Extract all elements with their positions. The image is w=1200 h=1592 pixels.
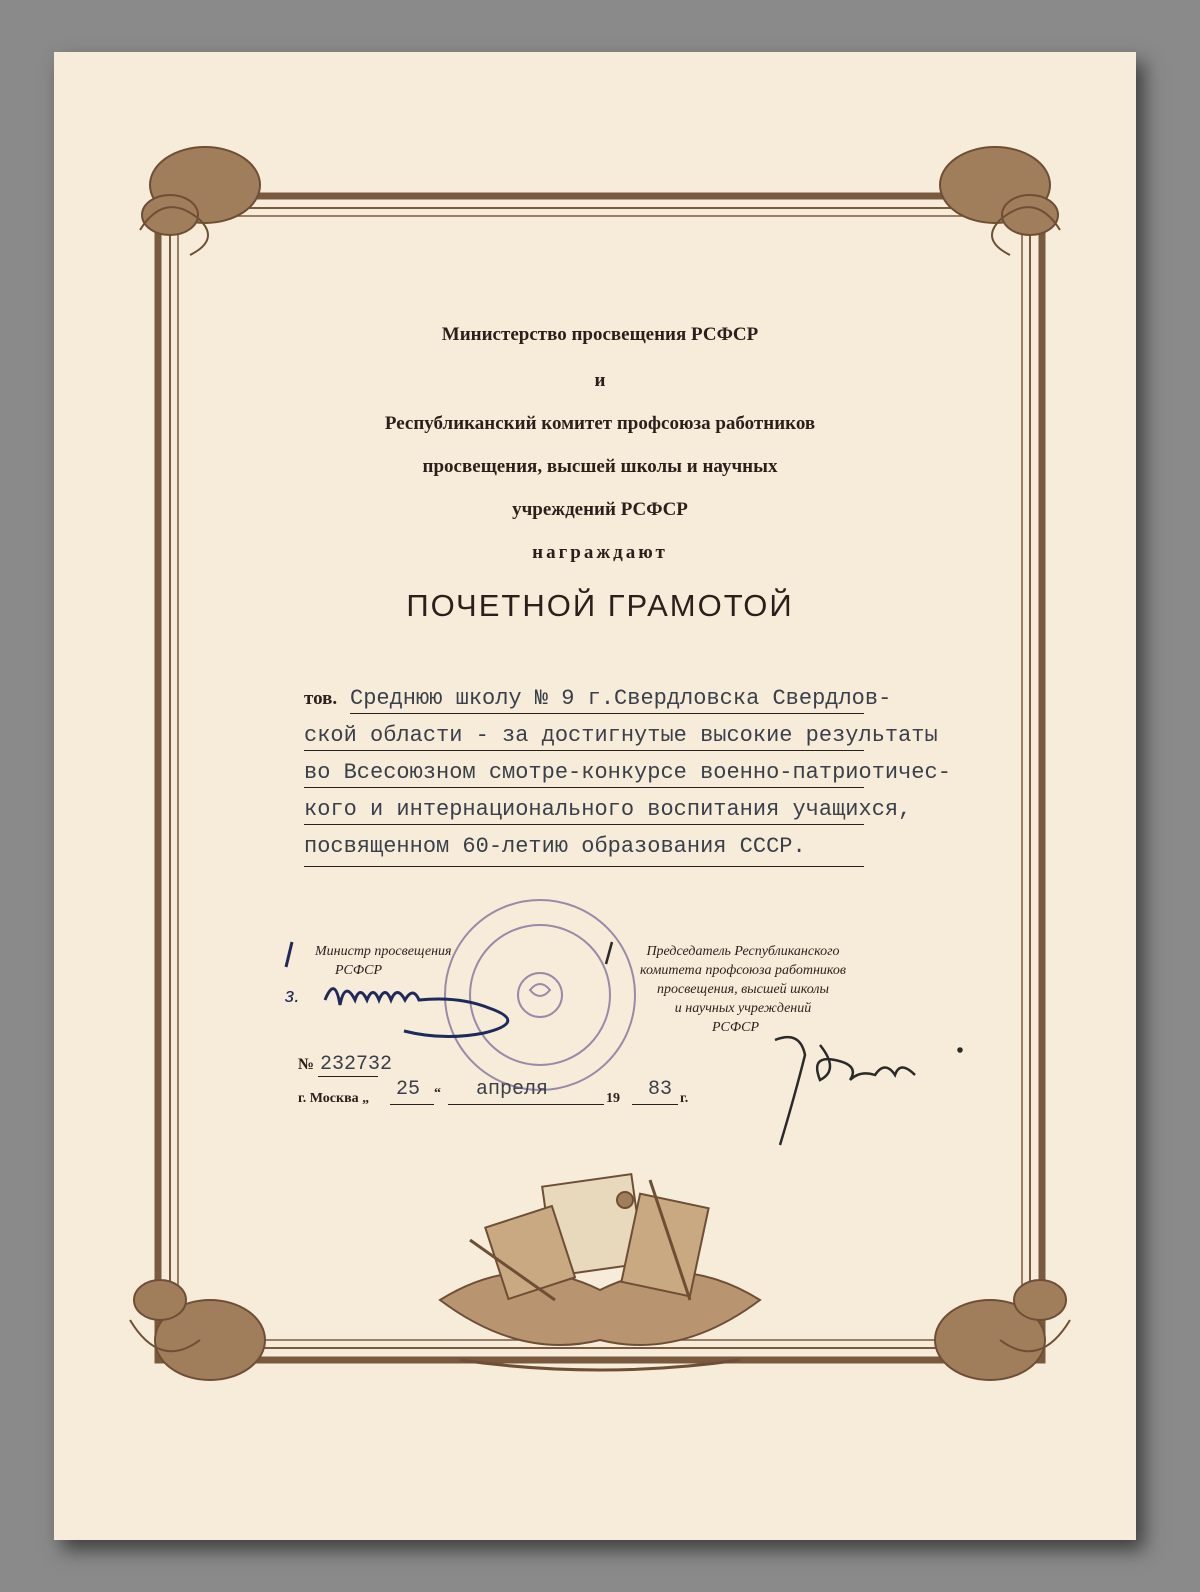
chairman-title-line3: просвещения, высшей школы (657, 982, 829, 997)
underline-5 (304, 866, 864, 867)
day-underline (390, 1104, 434, 1105)
date-year: 83 (648, 1078, 673, 1101)
header-committee-line2: просвещения, высшей школы и научных (422, 456, 778, 477)
minister-signature-prefix: з. (285, 985, 300, 1007)
award-line-5: посвященном 60-летию образования СССР. (304, 834, 806, 859)
header-committee: Республиканский комитет профсоюза работников (384, 413, 816, 434)
signature-block-chairman (612, 942, 874, 1037)
date-city: г. Москва „ (298, 1091, 370, 1106)
award-line-3: во Всесоюзном смотре-конкурсе военно-патриотичес- (304, 760, 951, 785)
date-quote-close: “ (434, 1086, 441, 1101)
official-stamp (445, 900, 635, 1090)
minister-title-line2: РСФСР (335, 963, 383, 978)
award-line-4: кого и интернационального воспитания учащихся, (304, 797, 912, 822)
certificate-title: ПОЧЕТНОЙ ГРАМОТОЙ (406, 588, 794, 623)
number-underline (318, 1076, 378, 1077)
chairman-title-line2: комитета профсоюза работников (640, 963, 846, 978)
underline-1 (350, 713, 864, 714)
corner-ornament-bottom-right (935, 1280, 1070, 1380)
underline-3 (304, 787, 864, 788)
date-month: апреля (476, 1078, 549, 1101)
header-award-verb: награждают (532, 542, 668, 563)
header-conjunction: и (594, 370, 606, 391)
document-number: 232732 (320, 1053, 393, 1076)
header-committee-line3: учреждений РСФСР (512, 499, 688, 520)
date-year-suffix: г. (680, 1091, 689, 1106)
date-year-prefix: 19 (606, 1091, 620, 1106)
chairman-title-line4: и научных учреждений (674, 1001, 812, 1016)
award-prefix: тов. (304, 688, 338, 709)
chairman-title-line1: Председатель Республиканского (646, 944, 840, 959)
minister-title: Министр просвещения (315, 944, 452, 959)
number-label: № (298, 1056, 315, 1073)
year-underline (632, 1104, 678, 1105)
corner-ornament-bottom-left (130, 1280, 265, 1380)
signature-block-minister (315, 942, 485, 980)
award-line-2: ской области - за достигнутые высокие результаты (304, 723, 938, 748)
month-underline (448, 1104, 604, 1105)
date-day: 25 (396, 1078, 421, 1101)
header-ministry: Министерство просвещения РСФСР (441, 324, 759, 345)
underline-2 (304, 750, 864, 751)
award-line-1: Среднюю школу № 9 г.Свердловска Свердлов- (350, 686, 892, 711)
chairman-title-line5: РСФСР (712, 1020, 760, 1035)
underline-4 (304, 824, 864, 825)
